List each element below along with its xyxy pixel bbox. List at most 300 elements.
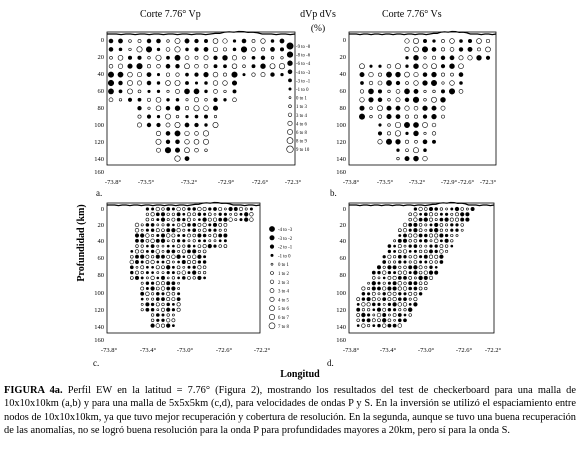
anomaly-dot — [486, 47, 491, 52]
anomaly-dot — [151, 208, 153, 210]
anomaly-dot — [435, 245, 438, 248]
anomaly-dot — [378, 277, 380, 279]
anomaly-dot — [406, 82, 409, 85]
anomaly-dot — [193, 219, 195, 221]
anomaly-dot — [368, 89, 373, 94]
anomaly-dot — [373, 309, 375, 311]
anomaly-dot — [128, 64, 132, 68]
anomaly-dot — [151, 293, 154, 296]
anomaly-dot — [398, 276, 401, 279]
anomaly-dot — [419, 287, 422, 290]
anomaly-dot — [459, 47, 463, 51]
anomaly-dot — [166, 131, 170, 135]
anomaly-dot — [455, 213, 458, 216]
anomaly-dot — [141, 245, 144, 248]
anomaly-dot — [172, 319, 175, 322]
anomaly-dot — [224, 213, 227, 216]
ytick: 60 — [339, 88, 346, 95]
anomaly-dot — [466, 218, 469, 221]
anomaly-dot — [423, 64, 427, 68]
anomaly-dot — [261, 39, 266, 44]
anomaly-dot — [243, 56, 246, 59]
xtick: -73.8° — [104, 179, 122, 186]
anomaly-dot — [177, 293, 179, 295]
anomaly-dot — [388, 308, 391, 311]
anomaly-dot — [203, 131, 209, 137]
anomaly-dot — [151, 287, 155, 291]
anomaly-dot — [127, 80, 132, 85]
legend-bottom-entry: 0 to 1 — [278, 263, 289, 269]
anomaly-dot — [177, 287, 179, 289]
anomaly-dot — [151, 308, 154, 311]
legend-bottom-entry: 1 to 2 — [278, 272, 289, 277]
legend-top-symbol — [288, 121, 292, 125]
anomaly-dot — [141, 224, 143, 226]
anomaly-dot — [213, 72, 218, 77]
anomaly-dot — [203, 240, 205, 242]
ytick: 80 — [339, 105, 346, 112]
anomaly-dot — [172, 218, 175, 221]
anomaly-dot — [419, 207, 423, 211]
anomaly-dot — [156, 287, 159, 290]
anomaly-dot — [398, 287, 401, 290]
anomaly-dot — [362, 324, 366, 328]
anomaly-dot — [239, 207, 243, 211]
ytick: 80 — [97, 105, 104, 112]
anomaly-dot — [243, 73, 245, 75]
anomaly-dot — [409, 282, 412, 285]
anomaly-dot — [414, 131, 419, 136]
ytick: 80 — [97, 272, 104, 279]
anomaly-dot — [440, 234, 443, 237]
anomaly-dot — [177, 228, 180, 231]
anomaly-dot — [404, 245, 406, 247]
legend-bottom-symbol — [270, 280, 274, 284]
anomaly-dot — [162, 272, 164, 274]
anomaly-dot — [138, 106, 142, 110]
anomaly-dot — [193, 208, 196, 211]
anomaly-dot — [167, 40, 170, 43]
anomaly-dot — [445, 234, 448, 237]
anomaly-dot — [205, 90, 208, 93]
anomaly-dot — [175, 148, 179, 152]
anomaly-dot — [203, 261, 206, 264]
anomaly-dot — [378, 90, 382, 94]
anomaly-dot — [204, 56, 208, 60]
anomaly-dot — [177, 245, 180, 248]
anomaly-dot — [440, 223, 443, 226]
anomaly-dot — [195, 64, 199, 68]
anomaly-dot — [468, 39, 471, 42]
anomaly-dot — [357, 303, 359, 305]
anomaly-dot — [424, 271, 427, 274]
anomaly-dot — [234, 207, 237, 210]
anomaly-dot — [405, 156, 409, 160]
anomaly-dot — [141, 250, 144, 253]
anomaly-dot — [377, 266, 380, 269]
anomaly-dot — [413, 97, 419, 103]
anomaly-dot — [167, 218, 169, 220]
anomaly-dot — [405, 47, 409, 51]
dots-d — [357, 207, 475, 327]
anomaly-dot — [224, 90, 227, 93]
anomaly-dot — [419, 292, 422, 295]
anomaly-dot — [419, 229, 422, 232]
anomaly-dot — [466, 208, 468, 210]
anomaly-dot — [172, 292, 175, 295]
anomaly-dot — [157, 123, 161, 127]
anomaly-dot — [195, 131, 199, 135]
x-axis-label: Longitud — [280, 369, 320, 380]
anomaly-dot — [167, 98, 170, 101]
ytick: 160 — [336, 169, 346, 176]
anomaly-dot — [271, 56, 274, 59]
anomaly-dot — [404, 261, 406, 263]
anomaly-dot — [435, 271, 438, 274]
anomaly-dot — [362, 313, 366, 317]
anomaly-dot — [271, 40, 274, 43]
anomaly-dot — [172, 266, 174, 268]
anomaly-dot — [450, 56, 454, 60]
anomaly-dot — [396, 81, 400, 85]
anomaly-dot — [369, 98, 374, 103]
anomaly-dot — [219, 213, 222, 216]
anomaly-dot — [413, 148, 418, 153]
anomaly-dot — [198, 223, 201, 226]
ytick: 140 — [94, 324, 104, 331]
legend-top-entry: 3 to 4 — [296, 113, 307, 119]
anomaly-dot — [445, 245, 448, 248]
anomaly-dot — [372, 271, 375, 274]
anomaly-dot — [213, 234, 216, 237]
anomaly-dot — [167, 229, 170, 232]
anomaly-dot — [224, 229, 226, 231]
panel-a-label: a. — [96, 188, 103, 198]
legend-bottom-entry: 4 to 5 — [278, 298, 289, 304]
legend-top-symbol — [288, 70, 292, 74]
anomaly-dot — [388, 319, 391, 322]
anomaly-dot — [398, 255, 401, 258]
anomaly-dot — [370, 107, 373, 110]
anomaly-dot — [175, 122, 180, 127]
anomaly-dot — [223, 73, 226, 76]
anomaly-dot — [147, 73, 151, 77]
anomaly-dot — [203, 266, 206, 269]
legend-top-symbol — [287, 129, 292, 134]
legend-bottom-entry: 3 to 4 — [278, 289, 289, 295]
anomaly-dot — [198, 245, 201, 248]
anomaly-dot — [128, 72, 133, 77]
anomaly-dot — [388, 98, 391, 101]
xtick: -72.3° — [284, 179, 302, 186]
anomaly-dot — [432, 47, 436, 51]
anomaly-dot — [177, 224, 180, 227]
anomaly-dot — [367, 308, 370, 311]
anomaly-dot — [372, 281, 376, 285]
anomaly-dot — [434, 228, 438, 232]
xtick: -72.6° — [215, 347, 233, 354]
xtick: -73.2° — [408, 179, 426, 186]
anomaly-dot — [446, 208, 448, 210]
anomaly-dot — [429, 229, 432, 232]
anomaly-dot — [182, 260, 185, 263]
anomaly-dot — [147, 123, 151, 127]
panel-b-label: b. — [330, 188, 337, 198]
ytick: 60 — [339, 255, 346, 262]
anomaly-dot — [450, 81, 455, 86]
anomaly-dot — [414, 245, 417, 248]
anomaly-dot — [186, 115, 189, 118]
anomaly-dot — [177, 308, 180, 311]
legend-bottom-symbol — [269, 226, 274, 231]
anomaly-dot — [378, 282, 380, 284]
anomaly-dot — [172, 325, 174, 327]
anomaly-dot — [440, 218, 443, 221]
anomaly-dot — [193, 223, 196, 226]
anomaly-dot — [194, 139, 199, 144]
anomaly-dot — [398, 229, 401, 232]
anomaly-dot — [161, 287, 165, 291]
anomaly-dot — [177, 207, 181, 211]
anomaly-dot — [396, 98, 400, 102]
anomaly-dot — [214, 56, 218, 60]
anomaly-dot — [205, 98, 208, 101]
anomaly-dot — [162, 208, 165, 211]
anomaly-dot — [188, 229, 190, 231]
anomaly-dot — [405, 106, 409, 110]
anomaly-dot — [405, 39, 409, 43]
anomaly-dot — [135, 271, 138, 274]
anomaly-dot — [156, 97, 161, 102]
anomaly-dot — [414, 234, 417, 237]
panel-a-title: Corte 7.76° Vp — [140, 9, 201, 20]
anomaly-dot — [188, 266, 190, 268]
anomaly-dot — [387, 114, 391, 118]
anomaly-dot — [393, 271, 395, 273]
anomaly-dot — [383, 313, 386, 316]
anomaly-dot — [378, 73, 381, 76]
legend-top-symbol — [288, 61, 293, 66]
anomaly-dot — [382, 324, 386, 328]
anomaly-dot — [432, 106, 436, 110]
anomaly-dot — [213, 218, 216, 221]
anomaly-dot — [213, 122, 218, 127]
anomaly-dot — [214, 65, 217, 68]
anomaly-dot — [136, 266, 138, 268]
anomaly-dot — [408, 308, 412, 312]
anomaly-dot — [175, 156, 181, 162]
anomaly-dot — [398, 324, 402, 328]
anomaly-dot — [166, 123, 170, 127]
anomaly-dot — [213, 207, 216, 210]
anomaly-dot — [146, 308, 149, 311]
anomaly-dot — [414, 239, 417, 242]
anomaly-dot — [383, 266, 385, 268]
anomaly-dot — [187, 255, 190, 258]
anomaly-dot — [357, 308, 360, 311]
anomaly-dot — [409, 250, 411, 252]
anomaly-dot — [414, 228, 418, 232]
anomaly-dot — [172, 255, 176, 259]
anomaly-dot — [156, 250, 160, 254]
ytick: 100 — [336, 290, 346, 297]
anomaly-dot — [172, 287, 176, 291]
anomaly-dot — [370, 115, 373, 118]
anomaly-dot — [193, 240, 196, 243]
anomaly-dot — [135, 255, 138, 258]
anomaly-dot — [165, 114, 170, 119]
anomaly-dot — [109, 64, 113, 68]
anomaly-dot — [156, 55, 161, 60]
anomaly-dot — [151, 250, 154, 253]
anomaly-dot — [162, 250, 164, 252]
anomaly-dot — [378, 303, 381, 306]
anomaly-dot — [109, 98, 113, 102]
anomaly-dot — [431, 80, 436, 85]
anomaly-dot — [367, 287, 369, 289]
anomaly-dot — [219, 245, 222, 248]
anomaly-dot — [141, 287, 144, 290]
anomaly-dot — [378, 324, 381, 327]
dots-c — [130, 207, 253, 327]
anomaly-dot — [393, 250, 395, 252]
anomaly-dot — [403, 319, 406, 322]
anomaly-dot — [440, 213, 442, 215]
anomaly-dot — [135, 239, 138, 242]
anomaly-dot — [425, 224, 427, 226]
anomaly-dot — [414, 156, 419, 161]
anomaly-dot — [141, 271, 144, 274]
anomaly-dot — [404, 72, 409, 77]
anomaly-dot — [229, 207, 233, 211]
anomaly-dot — [146, 292, 150, 296]
anomaly-dot — [156, 213, 159, 216]
anomaly-dot — [403, 228, 407, 232]
ytick: 120 — [336, 307, 346, 314]
anomaly-dot — [441, 39, 444, 42]
anomaly-dot — [383, 308, 386, 311]
panel-b-title: Corte 7.76° Vs — [382, 9, 442, 20]
anomaly-dot — [166, 106, 170, 110]
anomaly-dot — [230, 213, 232, 215]
anomaly-dot — [213, 39, 218, 44]
anomaly-dot — [137, 72, 141, 76]
anomaly-dot — [204, 72, 209, 77]
anomaly-dot — [393, 324, 396, 327]
anomaly-dot — [461, 208, 464, 211]
anomaly-dot — [162, 293, 165, 296]
anomaly-dot — [360, 81, 363, 84]
anomaly-dot — [130, 266, 133, 269]
anomaly-dot — [162, 303, 165, 306]
anomaly-dot — [183, 266, 185, 268]
xtick: -73.8° — [100, 347, 118, 354]
anomaly-dot — [372, 276, 375, 279]
anomaly-dot — [377, 319, 380, 322]
anomaly-dot — [372, 292, 375, 295]
anomaly-dot — [398, 271, 401, 274]
legend-title: dVp dVs — [300, 9, 336, 20]
anomaly-dot — [459, 56, 463, 60]
anomaly-dot — [281, 57, 284, 60]
anomaly-dot — [129, 40, 132, 43]
anomaly-dot — [362, 292, 365, 295]
anomaly-dot — [138, 115, 141, 118]
anomaly-dot — [395, 131, 401, 137]
anomaly-dot — [424, 149, 427, 152]
anomaly-dot — [157, 261, 159, 263]
anomaly-dot — [151, 319, 154, 322]
anomaly-dot — [423, 81, 428, 86]
anomaly-dot — [425, 261, 427, 263]
anomaly-dot — [156, 148, 160, 152]
panel-a — [94, 9, 301, 198]
anomaly-dot — [414, 72, 418, 76]
anomaly-dot — [183, 213, 185, 215]
anomaly-dot — [414, 55, 419, 60]
anomaly-dot — [383, 255, 386, 258]
anomaly-dot — [148, 56, 151, 59]
xtick: -72.9° — [440, 179, 458, 186]
anomaly-dot — [156, 314, 159, 317]
anomaly-dot — [409, 271, 411, 273]
ytick: 20 — [97, 54, 104, 61]
anomaly-dot — [433, 90, 436, 93]
anomaly-dot — [146, 229, 148, 231]
anomaly-dot — [205, 149, 208, 152]
anomaly-dot — [252, 39, 255, 42]
anomaly-dot — [141, 298, 143, 300]
anomaly-dot — [403, 298, 406, 301]
anomaly-dot — [252, 73, 256, 77]
legend-top-symbol — [288, 113, 292, 117]
anomaly-dot — [409, 303, 411, 305]
anomaly-dot — [359, 114, 364, 119]
anomaly-dot — [172, 303, 174, 305]
anomaly-dot — [413, 47, 418, 52]
anomaly-dot — [182, 208, 185, 211]
anomaly-dot — [138, 56, 142, 60]
anomaly-dot — [413, 38, 418, 43]
anomaly-dot — [188, 240, 190, 242]
anomaly-dot — [146, 234, 150, 238]
anomaly-dot — [399, 234, 401, 236]
xtick: -73.0° — [417, 347, 435, 354]
anomaly-dot — [182, 276, 185, 279]
anomaly-dot — [157, 218, 159, 220]
xtick: -73.8° — [342, 347, 360, 354]
anomaly-dot — [146, 239, 149, 242]
anomaly-dot — [192, 271, 196, 275]
anomaly-dot — [166, 292, 169, 295]
anomaly-dot — [172, 228, 176, 232]
anomaly-dot — [172, 239, 175, 242]
anomaly-dot — [183, 240, 186, 243]
anomaly-dot — [261, 64, 266, 69]
anomaly-dot — [177, 266, 180, 269]
legend-bottom-symbol — [270, 297, 274, 301]
anomaly-dot — [188, 223, 191, 226]
legend-bottom-entry: 5 to 6 — [278, 307, 289, 313]
anomaly-dot — [383, 282, 385, 284]
panel-c — [93, 203, 270, 369]
anomaly-dot — [209, 240, 211, 242]
anomaly-dot — [414, 208, 417, 211]
anomaly-dot — [167, 297, 170, 300]
anomaly-dot — [388, 124, 391, 127]
anomaly-dot — [425, 266, 427, 268]
legend-top-entry: 8 to 9 — [296, 139, 307, 145]
